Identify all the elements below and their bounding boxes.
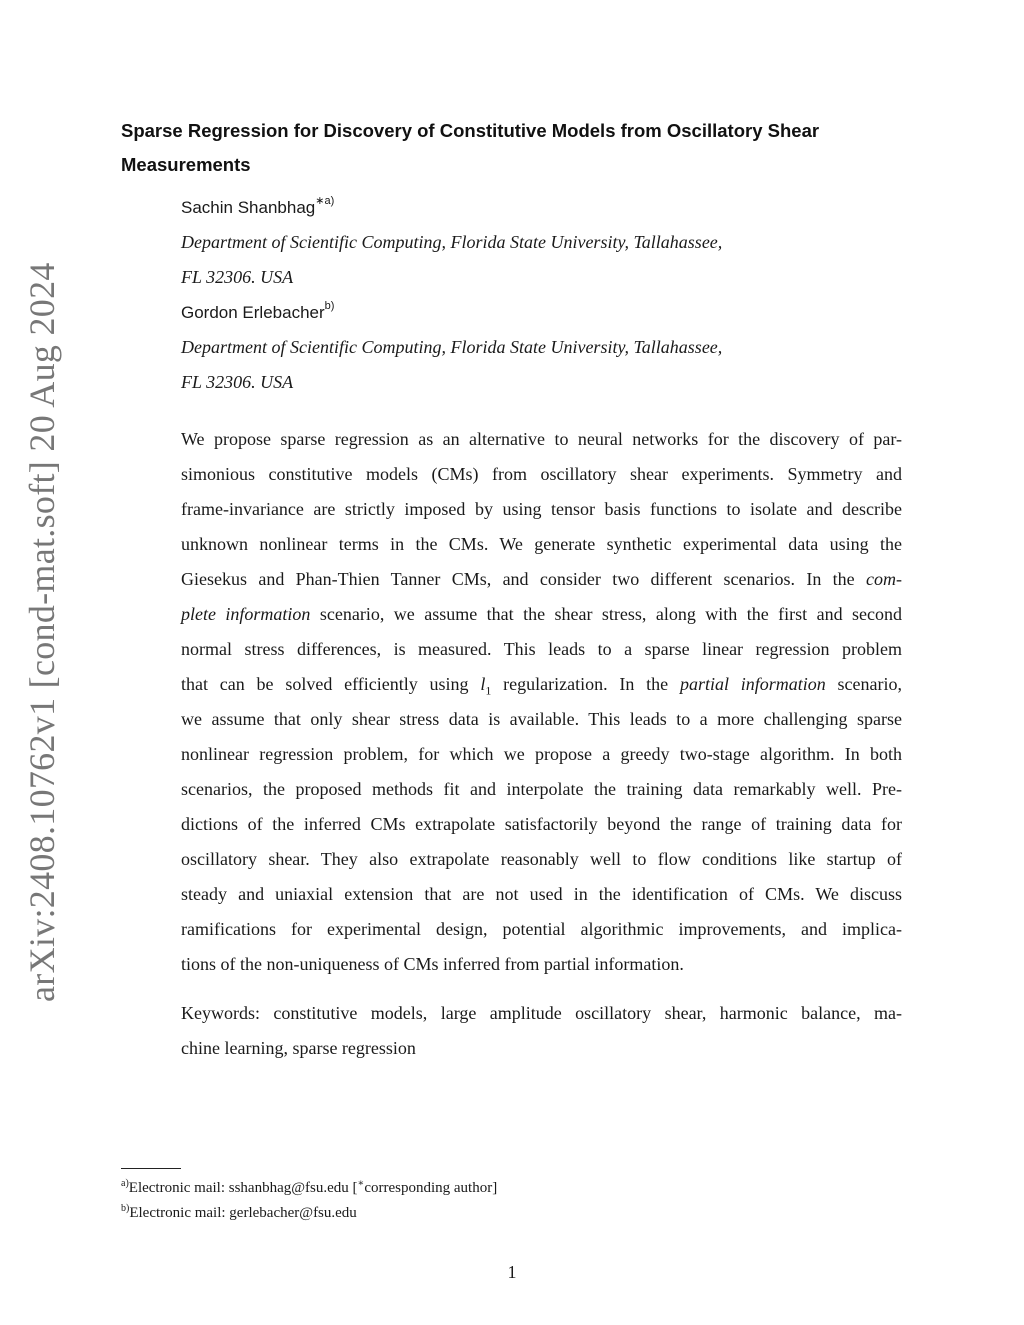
- abstract-line: frame-invariance are strictly imposed by using tensor basis functions to isolate and describe: [181, 499, 902, 519]
- keywords: [181, 996, 902, 1066]
- footnote-text: Electronic mail: sshanbhag@fsu.edu [: [128, 1180, 358, 1196]
- footnote-b: [121, 1201, 901, 1226]
- author-name-text: Gordon Erlebacher: [181, 303, 325, 322]
- abstract-line: oscillatory shear. They also extrapolate reasonably well to flow conditions like startup of: [181, 849, 902, 869]
- math-symbol-l: l: [480, 674, 486, 694]
- footnote-text: corresponding author]: [364, 1180, 498, 1196]
- author-name-1: [181, 190, 901, 225]
- abstract: [181, 422, 902, 982]
- math-subscript: 1: [485, 683, 492, 698]
- footnote-divider: [121, 1168, 181, 1169]
- abstract-line: nonlinear regression problem, for which we propose a greedy two-stage algorithm. In both: [181, 744, 902, 764]
- author-marker: ∗a): [315, 195, 335, 208]
- author-affiliation-1a: Department of Scientific Computing, Florida State University, Tallahassee,: [181, 232, 723, 252]
- abstract-line: [181, 667, 902, 702]
- abstract-text: that can be solved efficiently using: [181, 674, 481, 694]
- abstract-line: normal stress differences, is measured. This leads to a sparse linear regression problem: [181, 639, 902, 659]
- abstract-line: dictions of the inferred CMs extrapolate satisfactorily beyond the range of training data for: [181, 814, 902, 834]
- abstract-emphasis: com-: [866, 569, 902, 589]
- title-line-2: Measurements: [121, 154, 251, 175]
- author-affiliation-1b: FL 32306. USA: [181, 267, 294, 287]
- page-number: 1: [507, 1262, 517, 1282]
- abstract-line: steady and uniaxial extension that are not used in the identification of CMs. We discuss: [181, 884, 902, 904]
- footnote-marker: a): [121, 1178, 129, 1189]
- abstract-text: Giesekus and Phan-Thien Tanner CMs, and consider two different scenarios. In the: [181, 569, 867, 589]
- footnote-a: [121, 1176, 901, 1201]
- abstract-line: we assume that only shear stress data is available. This leads to a more challenging sparse: [181, 709, 902, 729]
- abstract-emphasis: partial information: [679, 674, 826, 694]
- author-affiliation-2b: FL 32306. USA: [181, 372, 294, 392]
- footnote-star: ∗: [357, 1178, 365, 1189]
- footnote-marker: b): [121, 1203, 130, 1214]
- author-affiliation-2a: Department of Scientific Computing, Florida State University, Tallahassee,: [181, 337, 723, 357]
- abstract-text: scenario, we assume that the shear stress, along with the first and second: [310, 604, 902, 624]
- footnote-text: Electronic mail: gerlebacher@fsu.edu: [129, 1205, 357, 1221]
- author-name-2: [181, 295, 901, 330]
- abstract-text: regularization. In the: [491, 674, 680, 694]
- abstract-line: [181, 562, 902, 597]
- author-marker: b): [324, 300, 335, 313]
- title-line-1: Sparse Regression for Discovery of Constitutive Models from Oscillatory Shear: [121, 120, 820, 141]
- abstract-text: scenario,: [825, 674, 903, 694]
- author-block: [181, 190, 901, 400]
- abstract-line: We propose sparse regression as an alternative to neural networks for the discovery of par-: [181, 429, 902, 449]
- abstract-line: ramifications for experimental design, potential algorithmic improvements, and implica-: [181, 919, 902, 939]
- keywords-line: chine learning, sparse regression: [181, 1038, 416, 1058]
- abstract-line: unknown nonlinear terms in the CMs. We generate synthetic experimental data using the: [181, 534, 902, 554]
- author-name-text: Sachin Shanbhag: [181, 198, 316, 217]
- abstract-line: simonious constitutive models (CMs) from oscillatory shear experiments. Symmetry and: [181, 464, 902, 484]
- paper-title: [121, 114, 911, 182]
- abstract-line: scenarios, the proposed methods fit and interpolate the training data remarkably well. Pre-: [181, 779, 902, 799]
- footnotes: [121, 1176, 901, 1226]
- abstract-line: [181, 597, 902, 632]
- keywords-line: Keywords: constitutive models, large amplitude oscillatory shear, harmonic balance, ma-: [181, 1003, 902, 1023]
- abstract-emphasis: plete information: [181, 604, 311, 624]
- arxiv-identifier-stamp: arXiv:2408.10762v1 [cond-mat.soft] 20 Aug 2024: [22, 262, 62, 1002]
- abstract-line: tions of the non-uniqueness of CMs inferred from partial information.: [181, 954, 684, 974]
